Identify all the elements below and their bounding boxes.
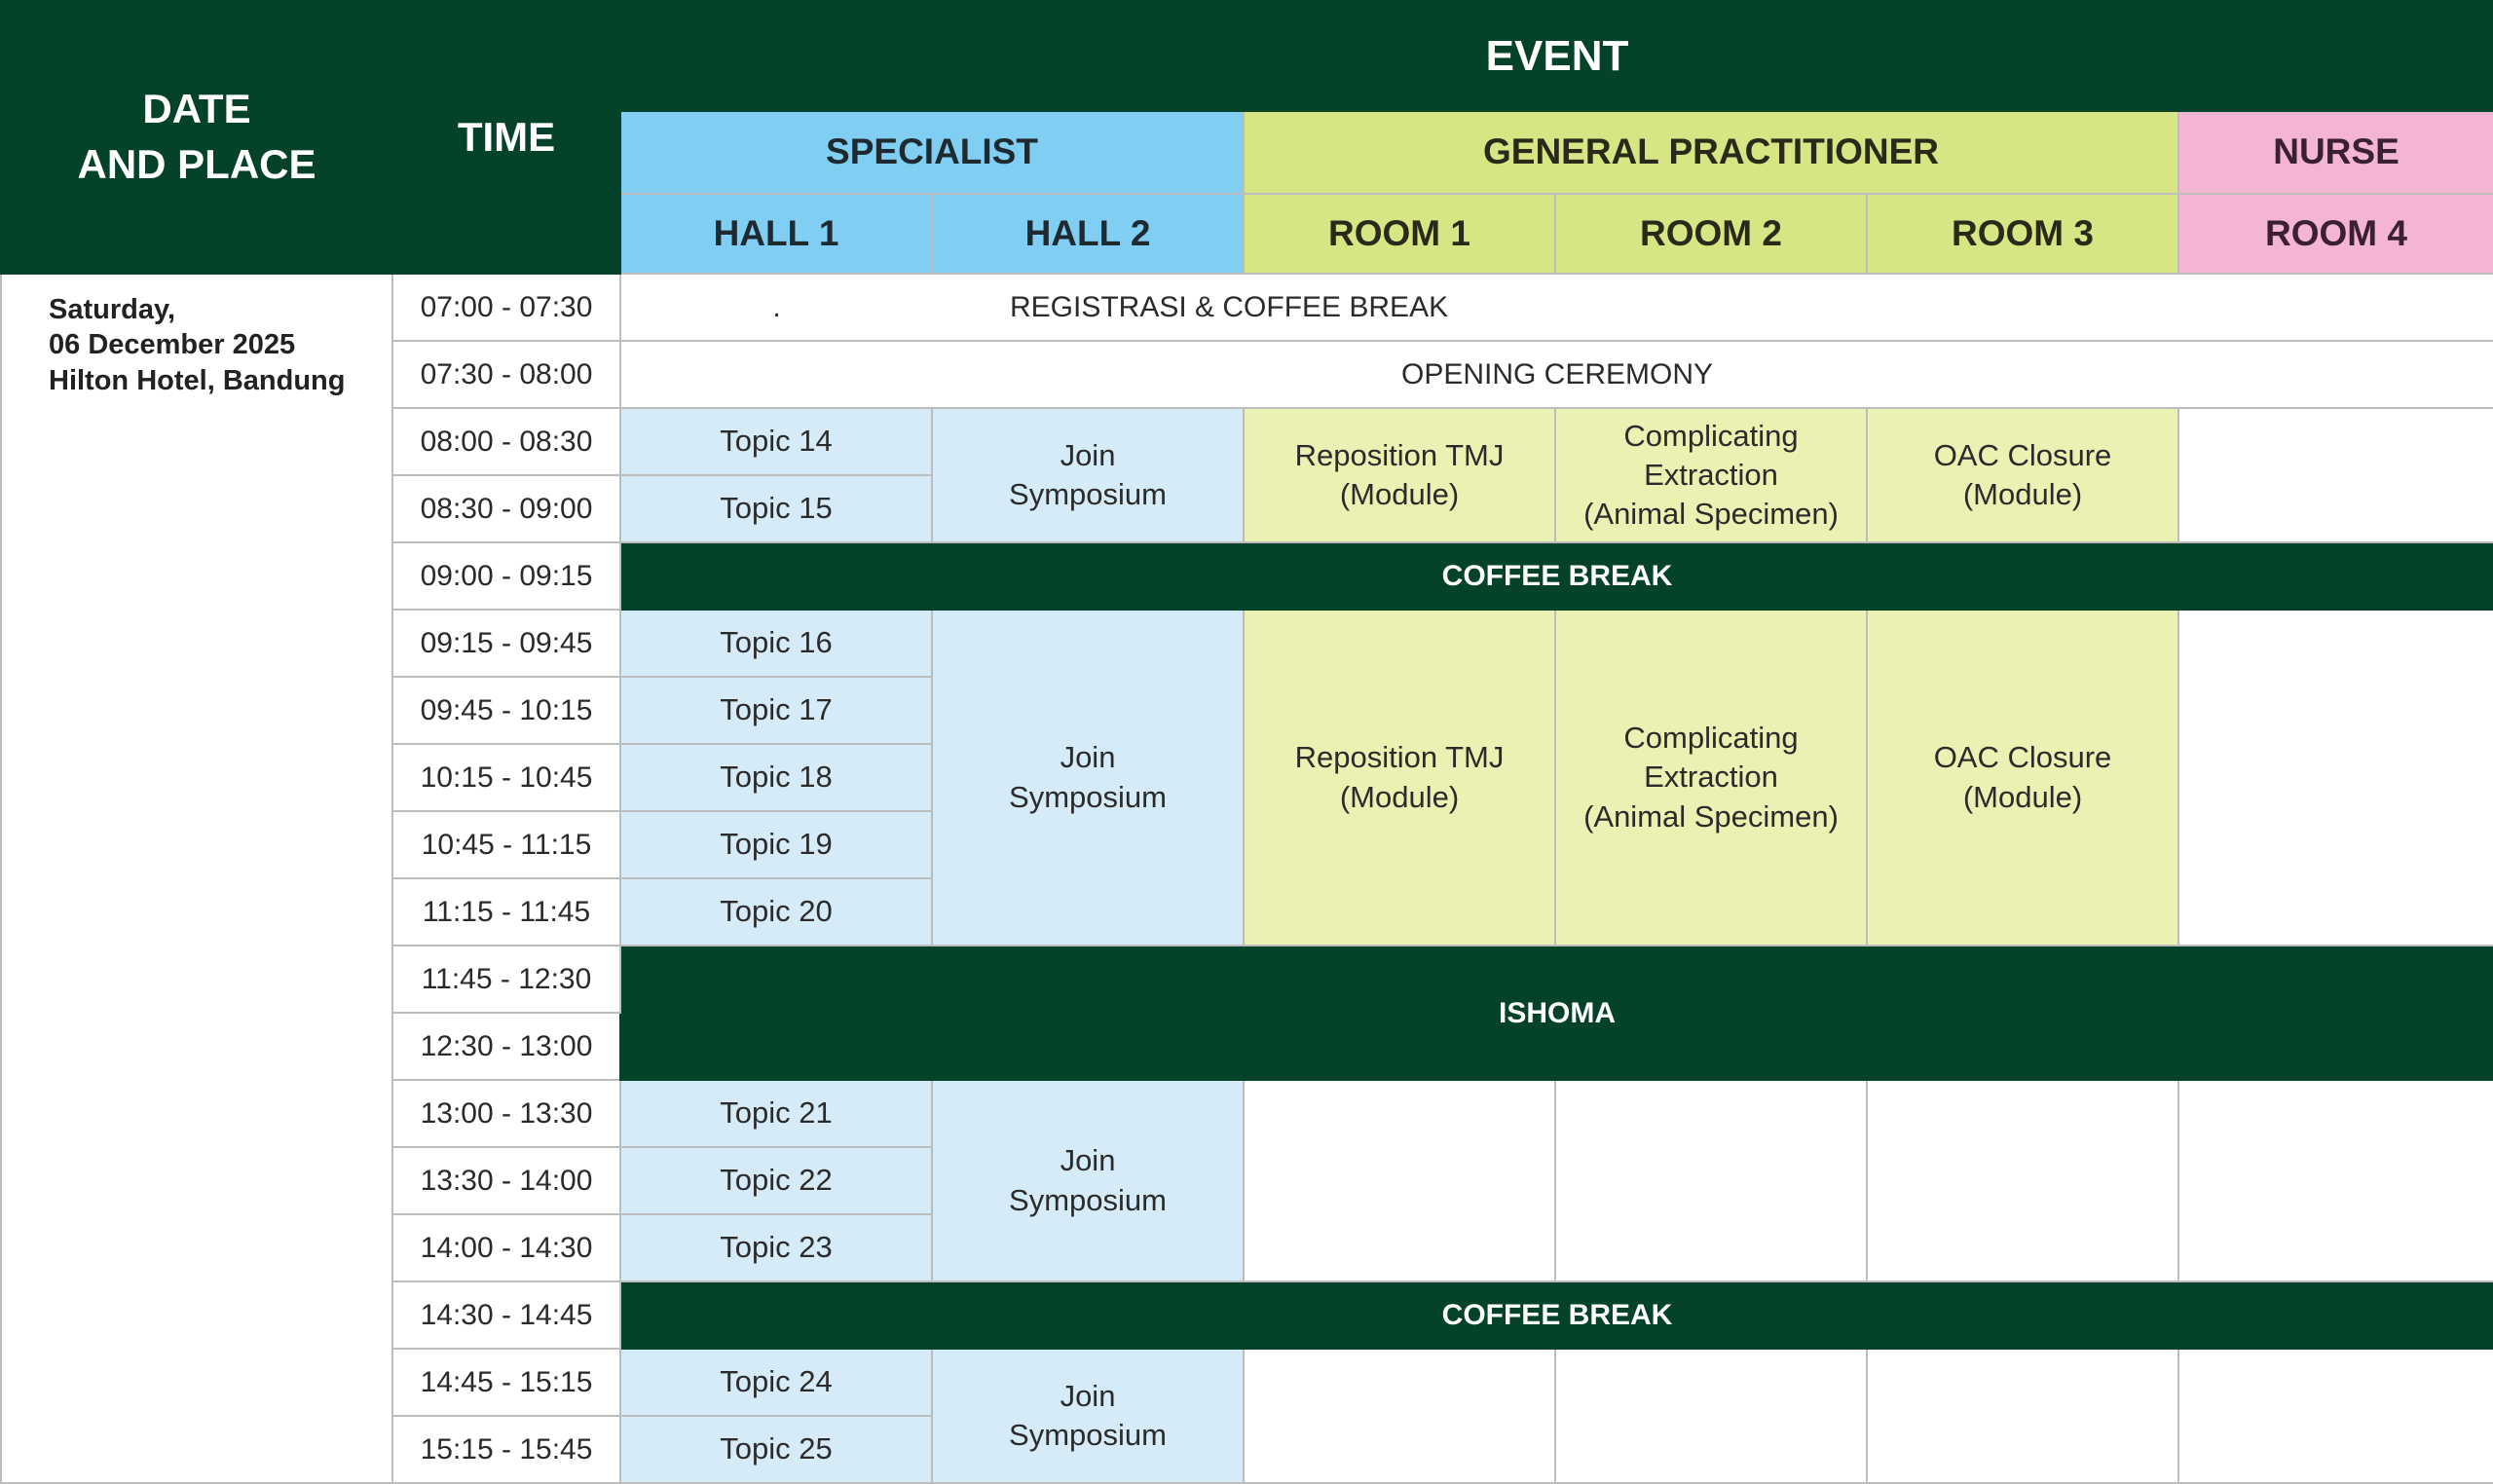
room-2-empty-cell <box>1555 1349 1867 1483</box>
hall-2-header: HALL 2 <box>932 194 1244 274</box>
join-symposium-cell <box>932 610 1244 946</box>
oac-line: OAC Closure <box>1933 437 2112 472</box>
room-3-empty-cell <box>1867 1349 2178 1483</box>
reposition-line: Reposition TMJ <box>1294 437 1505 472</box>
reposition-line: Reposition TMJ <box>1294 740 1505 775</box>
complicating-line: Complicating <box>1623 721 1799 756</box>
reposition-line: (Module) <box>1339 779 1460 814</box>
nurse-group-header: NURSE <box>2178 111 2493 194</box>
registration-session: REGISTRASI & COFFEE BREAK <box>932 274 2493 341</box>
join-symposium-line: Symposium <box>1009 477 1167 511</box>
time-slot: 13:00 - 13:30 <box>392 1080 620 1147</box>
reposition-line: (Module) <box>1339 477 1460 511</box>
time-slot: 10:45 - 11:15 <box>392 811 620 878</box>
join-symposium-cell <box>932 1080 1244 1281</box>
time-slot: 14:00 - 14:30 <box>392 1214 620 1281</box>
join-symposium-line: Join <box>1060 740 1116 775</box>
oac-line: (Module) <box>1962 477 2083 511</box>
topic-cell: Topic 24 <box>620 1349 932 1416</box>
complicating-line: Complicating <box>1623 418 1799 453</box>
join-symposium-line: Join <box>1060 437 1116 472</box>
reposition-tmj-cell <box>1244 610 1555 946</box>
room-4-header: ROOM 4 <box>2178 194 2493 274</box>
topic-cell: Topic 25 <box>620 1416 932 1483</box>
time-slot: 14:30 - 14:45 <box>392 1281 620 1349</box>
oac-line: (Module) <box>1962 779 2083 814</box>
date-place-header <box>1 1 392 274</box>
room-3-empty-cell <box>1867 1080 2178 1281</box>
topic-cell: Topic 19 <box>620 811 932 878</box>
date-place-header-line: AND PLACE <box>77 141 316 187</box>
time-slot: 09:15 - 09:45 <box>392 610 620 677</box>
time-header: TIME <box>392 1 620 274</box>
time-slot: 07:00 - 07:30 <box>392 274 620 341</box>
hall-1-dot-cell: . <box>620 274 932 341</box>
room-4-empty-cell <box>2178 1080 2493 1281</box>
time-slot: 07:30 - 08:00 <box>392 341 620 408</box>
room-4-empty-cell <box>2178 610 2493 946</box>
room-2-header: ROOM 2 <box>1555 194 1867 274</box>
coffee-break-bar: COFFEE BREAK <box>620 542 2493 610</box>
oac-closure-cell <box>1867 408 2178 542</box>
gp-group-header: GENERAL PRACTITIONER <box>1244 111 2178 194</box>
join-symposium-line: Join <box>1060 1143 1116 1178</box>
join-symposium-cell <box>932 408 1244 542</box>
join-symposium-line: Join <box>1060 1378 1116 1413</box>
topic-cell: Topic 22 <box>620 1147 932 1214</box>
room-3-header: ROOM 3 <box>1867 194 2178 274</box>
join-symposium-cell <box>932 1349 1244 1483</box>
time-slot: 11:15 - 11:45 <box>392 878 620 946</box>
room-1-empty-cell <box>1244 1080 1555 1281</box>
complicating-line: (Animal Specimen) <box>1583 497 1839 532</box>
event-date: 06 December 2025 <box>49 329 296 361</box>
topic-cell: Topic 18 <box>620 744 932 811</box>
room-2-empty-cell <box>1555 1080 1867 1281</box>
reposition-tmj-cell <box>1244 408 1555 542</box>
time-slot: 09:45 - 10:15 <box>392 677 620 744</box>
topic-cell: Topic 17 <box>620 677 932 744</box>
time-slot: 10:15 - 10:45 <box>392 744 620 811</box>
join-symposium-line: Symposium <box>1009 779 1167 814</box>
coffee-break-bar: COFFEE BREAK <box>620 1281 2493 1349</box>
topic-cell: Topic 21 <box>620 1080 932 1147</box>
join-symposium-line: Symposium <box>1009 1182 1167 1217</box>
topic-cell: Topic 16 <box>620 610 932 677</box>
time-slot: 08:00 - 08:30 <box>392 408 620 475</box>
topic-cell: Topic 20 <box>620 878 932 946</box>
event-day: Saturday, <box>49 294 176 325</box>
date-place-header-line: DATE <box>142 86 251 132</box>
complicating-line: Extraction <box>1644 760 1778 795</box>
ishoma-bar: ISHOMA <box>620 946 2493 1080</box>
complicating-line: Extraction <box>1644 457 1778 492</box>
complicating-extraction-cell <box>1555 610 1867 946</box>
date-place-cell <box>1 274 392 1483</box>
time-slot: 15:15 - 15:45 <box>392 1416 620 1483</box>
complicating-extraction-cell <box>1555 408 1867 542</box>
event-header: EVENT <box>620 1 2493 111</box>
time-slot: 08:30 - 09:00 <box>392 475 620 542</box>
room-4-empty-cell <box>2178 1349 2493 1483</box>
time-slot: 09:00 - 09:15 <box>392 542 620 610</box>
time-slot: 11:45 - 12:30 <box>392 946 620 1013</box>
topic-cell: Topic 23 <box>620 1214 932 1281</box>
join-symposium-line: Symposium <box>1009 1418 1167 1452</box>
opening-ceremony-session: OPENING CEREMONY <box>620 341 2493 408</box>
event-venue: Hilton Hotel, Bandung <box>49 364 346 396</box>
time-slot: 13:30 - 14:00 <box>392 1147 620 1214</box>
room-1-header: ROOM 1 <box>1244 194 1555 274</box>
room-1-empty-cell <box>1244 1349 1555 1483</box>
time-slot: 14:45 - 15:15 <box>392 1349 620 1416</box>
oac-closure-cell <box>1867 610 2178 946</box>
hall-1-header: HALL 1 <box>620 194 932 274</box>
topic-cell: Topic 14 <box>620 408 932 475</box>
complicating-line: (Animal Specimen) <box>1583 798 1839 834</box>
oac-line: OAC Closure <box>1933 740 2112 775</box>
time-slot: 12:30 - 13:00 <box>392 1013 620 1080</box>
room-4-empty-cell <box>2178 408 2493 542</box>
topic-cell: Topic 15 <box>620 475 932 542</box>
specialist-group-header: SPECIALIST <box>620 111 1244 194</box>
